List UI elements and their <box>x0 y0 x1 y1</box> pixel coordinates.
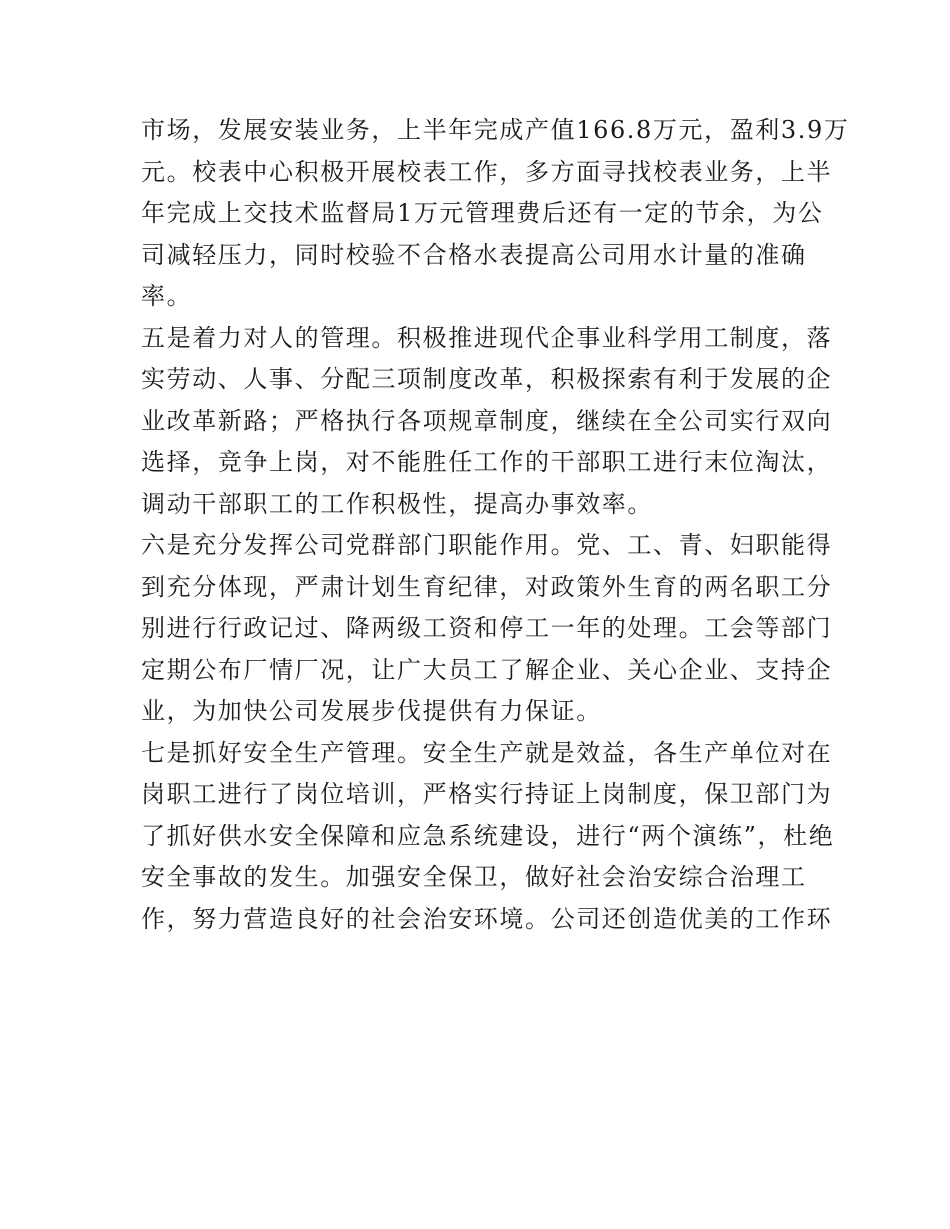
text-line: 定期公布厂情厂况，让广大员工了解企业、关心企业、支持企 <box>141 655 833 684</box>
text-line: 五是着力对人的管理。积极推进现代企事业科学用工制度，落 <box>141 323 833 352</box>
text-line: 司减轻压力，同时校验不合格水表提高公司用水计量的准确 <box>141 240 807 269</box>
text-line: 年完成上交技术监督局1万元管理费后还有一定的节余，为公 <box>141 199 824 227</box>
text-line: 到充分体现，严肃计划生育纪律，对政策外生育的两名职工分 <box>141 572 833 601</box>
text-line: 业改革新路；严格执行各项规章制度，继续在全公司实行双向 <box>141 406 833 435</box>
text-line: 安全事故的发生。加强安全保卫，做好社会治安综合治理工 <box>141 863 807 891</box>
text-line: 岗职工进行了岗位培训，严格实行持证上岗制度，保卫部门为 <box>141 780 833 808</box>
text-line: 别进行行政记过、降两级工资和停工一年的处理。工会等部门 <box>141 614 833 642</box>
body-text <box>141 110 850 940</box>
text-line: 实劳动、人事、分配三项制度改革，积极探索有利于发展的企 <box>141 365 833 393</box>
text-line: 了抓好供水安全保障和应急系统建设，进行“两个演练”，杜绝 <box>141 821 835 850</box>
text-line: 调动干部职工的工作积极性，提高办事效率。 <box>141 489 653 518</box>
text-line: 率。 <box>141 282 193 310</box>
text-line: 作，努力营造良好的社会治安环境。公司还创造优美的工作环 <box>141 904 833 933</box>
text-line: 业，为加快公司发展步伐提供有力保证。 <box>141 697 602 725</box>
text-line: 选择，竞争上岗，对不能胜任工作的干部职工进行末位淘汰， <box>141 448 833 476</box>
text-line: 六是充分发挥公司党群部门职能作用。党、工、青、妇职能得 <box>141 531 833 559</box>
text-line: 元。校表中心积极开展校表工作，多方面寻找校表业务，上半 <box>141 157 833 186</box>
text-line: 市场，发展安装业务，上半年完成产值166.8万元，盈利3.9万 <box>141 116 850 144</box>
text-line: 七是抓好安全生产管理。安全生产就是效益，各生产单位对在 <box>141 738 833 767</box>
